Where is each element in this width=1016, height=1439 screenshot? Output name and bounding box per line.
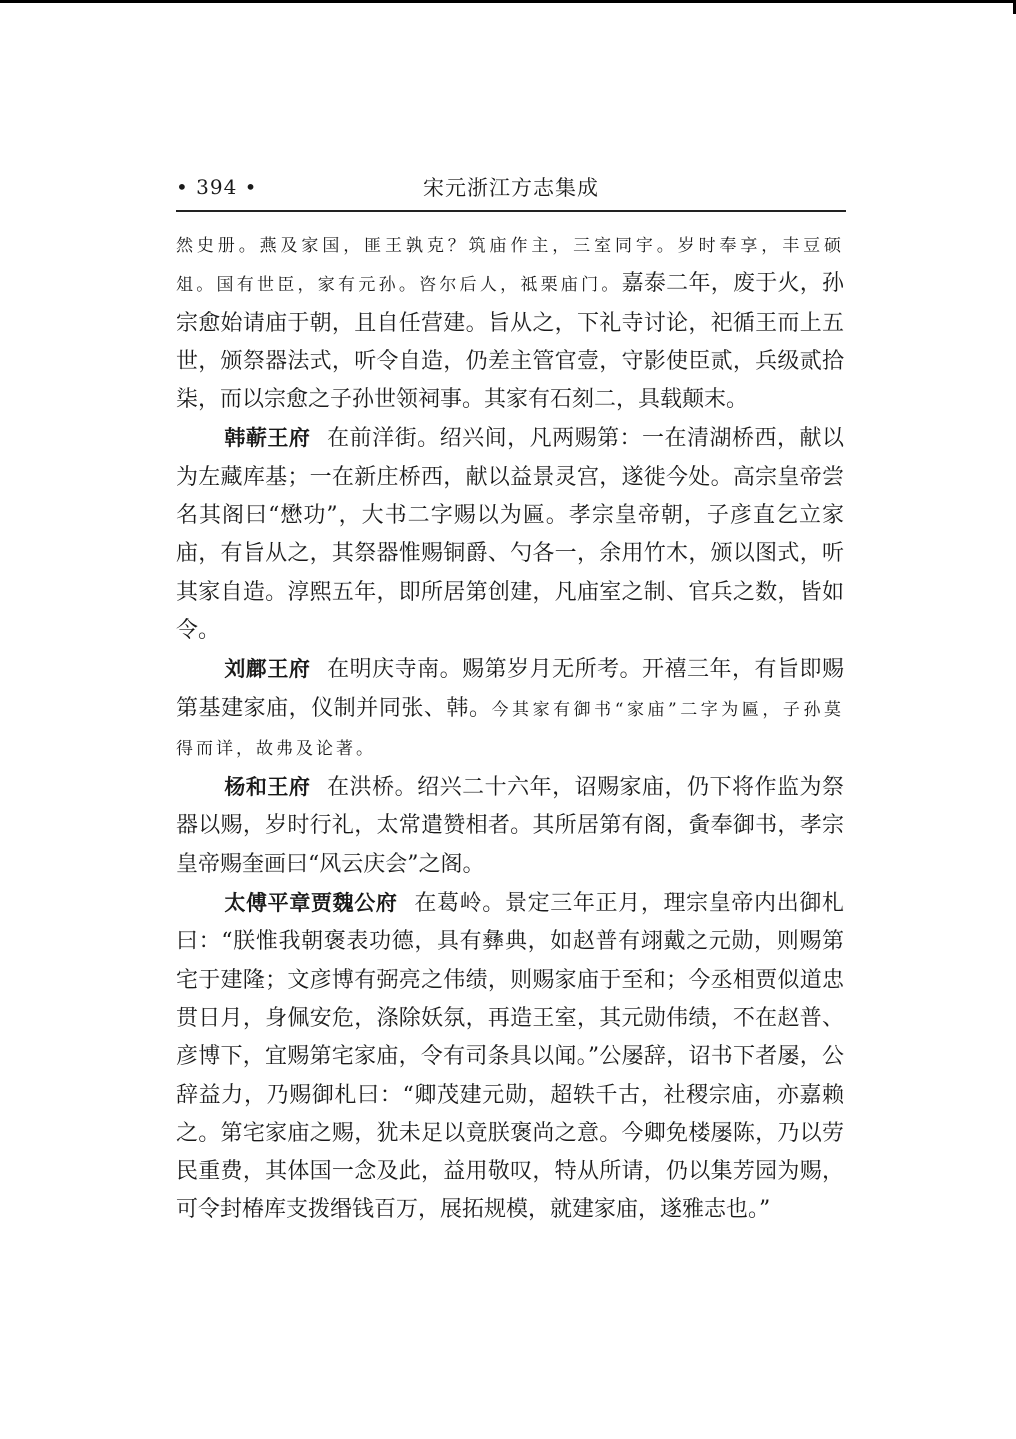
page-number: • 394 • — [176, 175, 258, 199]
entry-heading: 刘鄜王府 — [224, 657, 311, 682]
paragraph-text: 在明庆寺南。赐第岁月无所考。开禧三年，有旨即赐第基建家庙，仪制并同张、韩。 — [176, 657, 844, 721]
inscription-note: 然史册。燕及家国，匪王孰克？筑庙作主，三室同宇。岁时奉享，丰豆硕俎。国有世臣，家有元孙。咨尔后人，祗栗庙门。 — [176, 236, 844, 296]
entry-heading: 韩蕲王府 — [224, 426, 311, 451]
top-border-rule — [0, 0, 1016, 3]
page-header — [176, 172, 846, 204]
small-print-note: 今其家有御书“家庙”二字为匾，子孙莫得而详，故弗及论著。 — [176, 699, 844, 759]
page-body — [176, 226, 844, 1230]
running-title: 宋元浙江方志集成 — [423, 176, 599, 200]
entry-heading: 杨和王府 — [224, 775, 311, 800]
paragraph-text: 在葛岭。景定三年正月，理宗皇帝内出御札曰：“朕惟我朝褒表功德，具有彝典，如赵普有翊戴之元勋，则赐第宅于建隆；文彦博有弼亮之伟绩，则赐家庙于至和；今丞相贾似道忠贯日月，身佩安危，涤除妖氛，再造王室，其元勋伟绩，不在赵普、彦博下，宜赐第宅家庙，令有司条具以闻。”公屡辞，诏书下者屡，公辞益力，乃赐御札曰：“卿茂建元勋，超轶千古，社稷宗庙，亦嘉赖之。第宅家庙之赐，犹未足以竟朕褒尚之意。今卿免楼屡陈，乃以劳民重费，其体国一念及此，益用敬叹，特从所请，仍以集芳园为赐，可令封椿库支拨缗钱百万，展拓规模，就建家庙，遂雅志也。” — [176, 891, 844, 1223]
paragraph-han-mansion — [176, 419, 844, 650]
paragraph-text: 在洪桥。绍兴二十六年，诏赐家庙，仍下将作监为祭器以赐，岁时行礼，太常遣赞相者。其所居第有阁，夤奉御书，孝宗皇帝赐奎画曰“风云庆会”之阁。 — [176, 775, 844, 877]
paragraph-text: 嘉泰二年，废于火，孙宗愈始请庙于朝，且自任营建。旨从之，下礼寺讨论，祀循王而上五世，颁祭器法式，听令自造，仍差主管官壹，守影使臣贰，兵级贰拾柒，而以宗愈之子孙世领祠事。其家有石刻二，具载颠末。 — [176, 271, 844, 413]
header-rule — [176, 210, 846, 212]
paragraph-liu-mansion — [176, 650, 844, 768]
entry-heading: 太傅平章贾魏公府 — [224, 891, 398, 916]
paragraph-text: 在前洋街。绍兴间，凡两赐第：一在清湖桥西，献以为左藏库基；一在新庄桥西，献以益景灵宫，遂徙今处。高宗皇帝尝名其阁曰“懋功”，大书二字赐以为匾。孝宗皇帝朝，子彦直乞立家庙，有旨从之，其祭器惟赐铜爵、勺各一，余用竹木，颁以图式，听其家自造。淳熙五年，即所居第创建，凡庙室之制、官兵之数，皆如令。 — [176, 426, 844, 643]
paragraph-zhang-continued — [176, 226, 844, 419]
paragraph-jia-mansion — [176, 884, 844, 1230]
paragraph-yang-mansion — [176, 768, 844, 884]
